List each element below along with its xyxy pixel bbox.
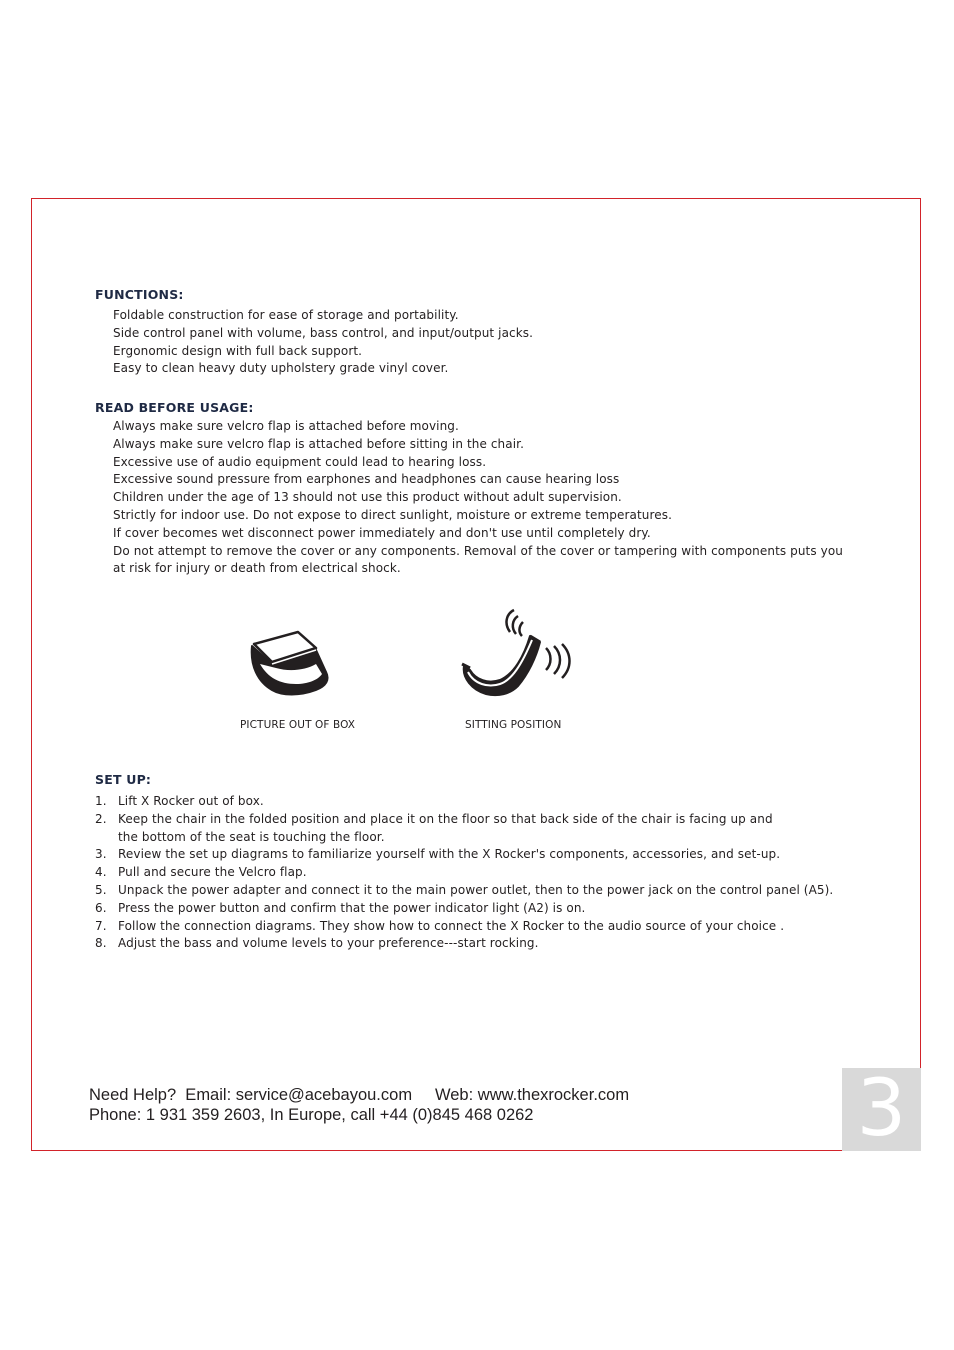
step-number: 1. <box>95 794 107 808</box>
usage-item: Children under the age of 13 should not use this product without adult supervision. <box>113 490 622 505</box>
setup-heading: SET UP: <box>95 772 152 787</box>
setup-step <box>95 900 855 918</box>
usage-item: Strictly for indoor use. Do not expose to direct sunlight, moisture or extreme temperatures. <box>113 507 673 522</box>
step-text: Pull and secure the Velcro flap. <box>118 865 307 880</box>
sitting-caption: SITTING POSITION <box>465 719 562 731</box>
setup-step <box>95 793 855 811</box>
usage-item: Excessive sound pressure from earphones and headphones can cause hearing loss <box>113 472 620 487</box>
usage-item: Always make sure velcro flap is attached before moving. <box>113 419 459 433</box>
read-before-usage-heading: READ BEFORE USAGE: <box>95 400 254 415</box>
step-text: Lift X Rocker out of box. <box>118 794 264 808</box>
step-number: 4. <box>95 865 107 880</box>
step-text: Review the set up diagrams to familiarize yourself with the X Rocker's components, accessories, and set-up. <box>118 847 781 862</box>
functions-item: Side control panel with volume, bass control, and input/output jacks. <box>113 325 534 340</box>
page-number: 3 <box>856 1064 907 1154</box>
step-text: Unpack the power adapter and connect it to the main power outlet, then to the power jack on the control panel (A5). <box>118 882 834 897</box>
usage-item: Always make sure velcro flap is attached before sitting in the chair. <box>113 436 524 451</box>
setup-step <box>95 864 855 882</box>
functions-item: Ergonomic design with full back support. <box>113 343 363 358</box>
functions-item: Easy to clean heavy duty upholstery grade vinyl cover. <box>113 361 449 376</box>
usage-item: Do not attempt to remove the cover or any components. Removal of the cover or tampering with components puts you <box>113 543 843 558</box>
functions-item: Foldable construction for ease of storage and portability. <box>113 308 459 322</box>
usage-item: at risk for injury or death from electrical shock. <box>113 561 401 576</box>
step-number: 2. <box>95 811 107 826</box>
step-number: 3. <box>95 847 107 862</box>
step-text: Follow the connection diagrams. They show how to connect the X Rocker to the audio source of your choice . <box>118 918 785 933</box>
folded-chair-illustration <box>246 626 336 706</box>
read-before-usage-list <box>113 418 853 578</box>
help-contact <box>89 1086 629 1125</box>
setup-step <box>95 811 855 847</box>
help-line-email-web: Need Help? Email: service@acebayou.com Web: www.thexrocker.com <box>89 1086 630 1104</box>
step-number: 8. <box>95 936 107 951</box>
box-caption: PICTURE OUT OF BOX <box>240 719 356 731</box>
step-number: 7. <box>95 918 107 933</box>
setup-steps <box>95 793 855 953</box>
usage-item: Excessive use of audio equipment could lead to hearing loss. <box>113 454 487 469</box>
usage-item: If cover becomes wet disconnect power immediately and don't use until completely dry. <box>113 525 651 540</box>
step-text: the bottom of the seat is touching the floor. <box>118 829 385 844</box>
setup-step <box>95 935 855 953</box>
help-line-phone: Phone: 1 931 359 2603, In Europe, call +44 (0)845 468 0262 <box>89 1105 534 1124</box>
step-number: 5. <box>95 882 107 897</box>
sitting-chair-illustration <box>454 602 576 702</box>
page-number-box <box>842 1064 921 1154</box>
setup-step <box>95 846 855 864</box>
step-text: Press the power button and confirm that the power indicator light (A2) is on. <box>118 900 586 915</box>
setup-step <box>95 882 855 900</box>
setup-step <box>95 918 855 936</box>
step-text: Adjust the bass and volume levels to your preference---start rocking. <box>118 936 539 951</box>
step-number: 6. <box>95 900 107 915</box>
functions-list <box>113 307 853 378</box>
step-text: Keep the chair in the folded position and place it on the floor so that back side of the chair is facing up and <box>118 811 773 826</box>
functions-heading: FUNCTIONS: <box>95 287 184 302</box>
